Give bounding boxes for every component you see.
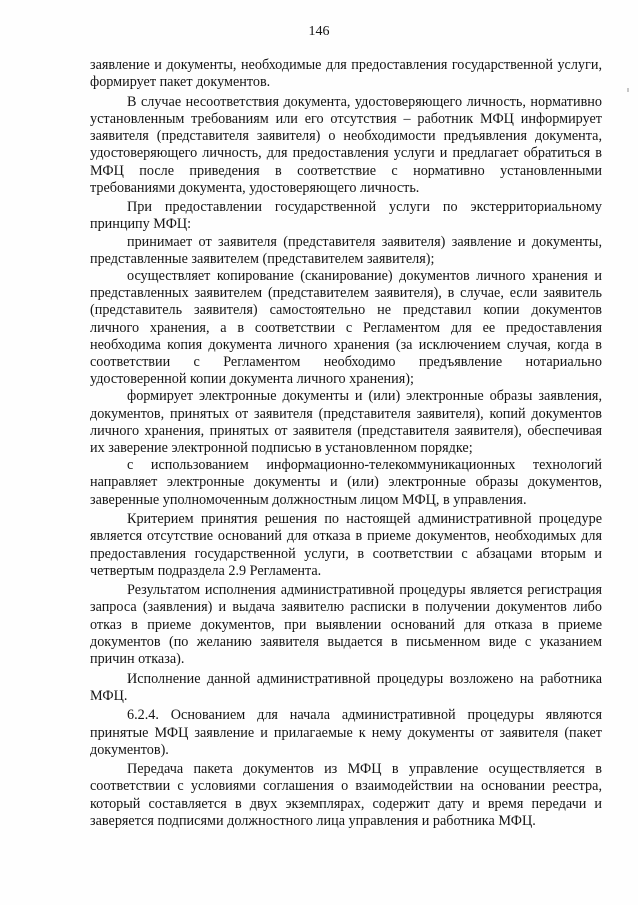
paragraph-decision-criterion: Критерием принятия решения по настоящей административной процедуре является отсутствие оснований для отказа в приеме документов, необходимых для предоставления государственной услуги, в соответствии с абзацами вторым и четвертым подраздела 2.9 Регламента. — [90, 511, 602, 579]
paragraph-copying-documents: осуществляет копирование (сканирование) документов личного хранения и представленных заявителем (представителем заявителя), в случае, если заявитель (представитель заявителя) самостоятельно не представил копии документов личного хранения, а в соответствии с Регламентом для ее предоставления необходима копия документа личного хранения (за исключением случая, когда в соответствии с Регламентом необходимо предъявление нотариально удостоверенной копии документа личного хранения); — [90, 268, 602, 388]
page-number: 146 — [308, 24, 330, 39]
paragraph-section-6-2-4: 6.2.4. Основанием для начала административной процедуры являются принятые МФЦ заявление и прилагаемые к нему документы от заявителя (пакет документов). — [90, 707, 602, 758]
paragraph-extraterritorial-intro: При предоставлении государственной услуги по экстерриториальному принципу МФЦ: — [90, 199, 602, 233]
document-body — [90, 57, 602, 832]
paragraph-package-transfer: Передача пакета документов из МФЦ в управление осуществляется в соответствии с условиями соглашения о взаимодействии на основании реестра, который составляется в двух экземплярах, содержит дату и время передачи и заверяется подписями должностного лица управления и работника МФЦ. — [90, 761, 602, 829]
paragraph-accepts-application: принимает от заявителя (представителя заявителя) заявление и документы, представленные заявителем (представителем заявителя); — [90, 233, 602, 267]
paragraph-procedure-result: Результатом исполнения административной процедуры является регистрация запроса (заявления) и выдача заявителю расписки в получении документов либо отказ в приеме документов, при выявлении оснований для отказа в приеме документов (по желанию заявителя выдается в письменном виде с указанием причин отказа). — [90, 582, 602, 668]
scan-edge-mark — [627, 88, 629, 92]
paragraph-responsible-worker: Исполнение данной административной процедуры возложено на работника МФЦ. — [90, 670, 602, 704]
paragraph-electronic-documents: формирует электронные документы и (или) электронные образы заявления, документов, принятых от заявителя (представителя заявителя), копий документов личного хранения, принятых от заявителя (представителя заявителя), обеспечивая их заверение электронной подписью в установленном порядке; — [90, 388, 602, 457]
paragraph-continuation: заявление и документы, необходимые для предоставления государственной услуги, формирует пакет документов. — [90, 57, 602, 91]
paragraph-sends-documents: с использованием информационно-телекоммуникационных технологий направляет электронные документы и (или) электронные образы документов, заверенные уполномоченным должностным лицом МФЦ, в управления. — [90, 457, 602, 508]
paragraph-identity-document: В случае несоответствия документа, удостоверяющего личность, нормативно установленным требованиям или его отсутствия – работник МФЦ информирует заявителя (представителя заявителя) о необходимости предъявления документа, удостоверяющего личность, для предоставления услуги и предлагает обратиться в МФЦ после приведения в соответствие с нормативно установленными требованиями документа, удостоверяющего личность. — [90, 93, 602, 196]
